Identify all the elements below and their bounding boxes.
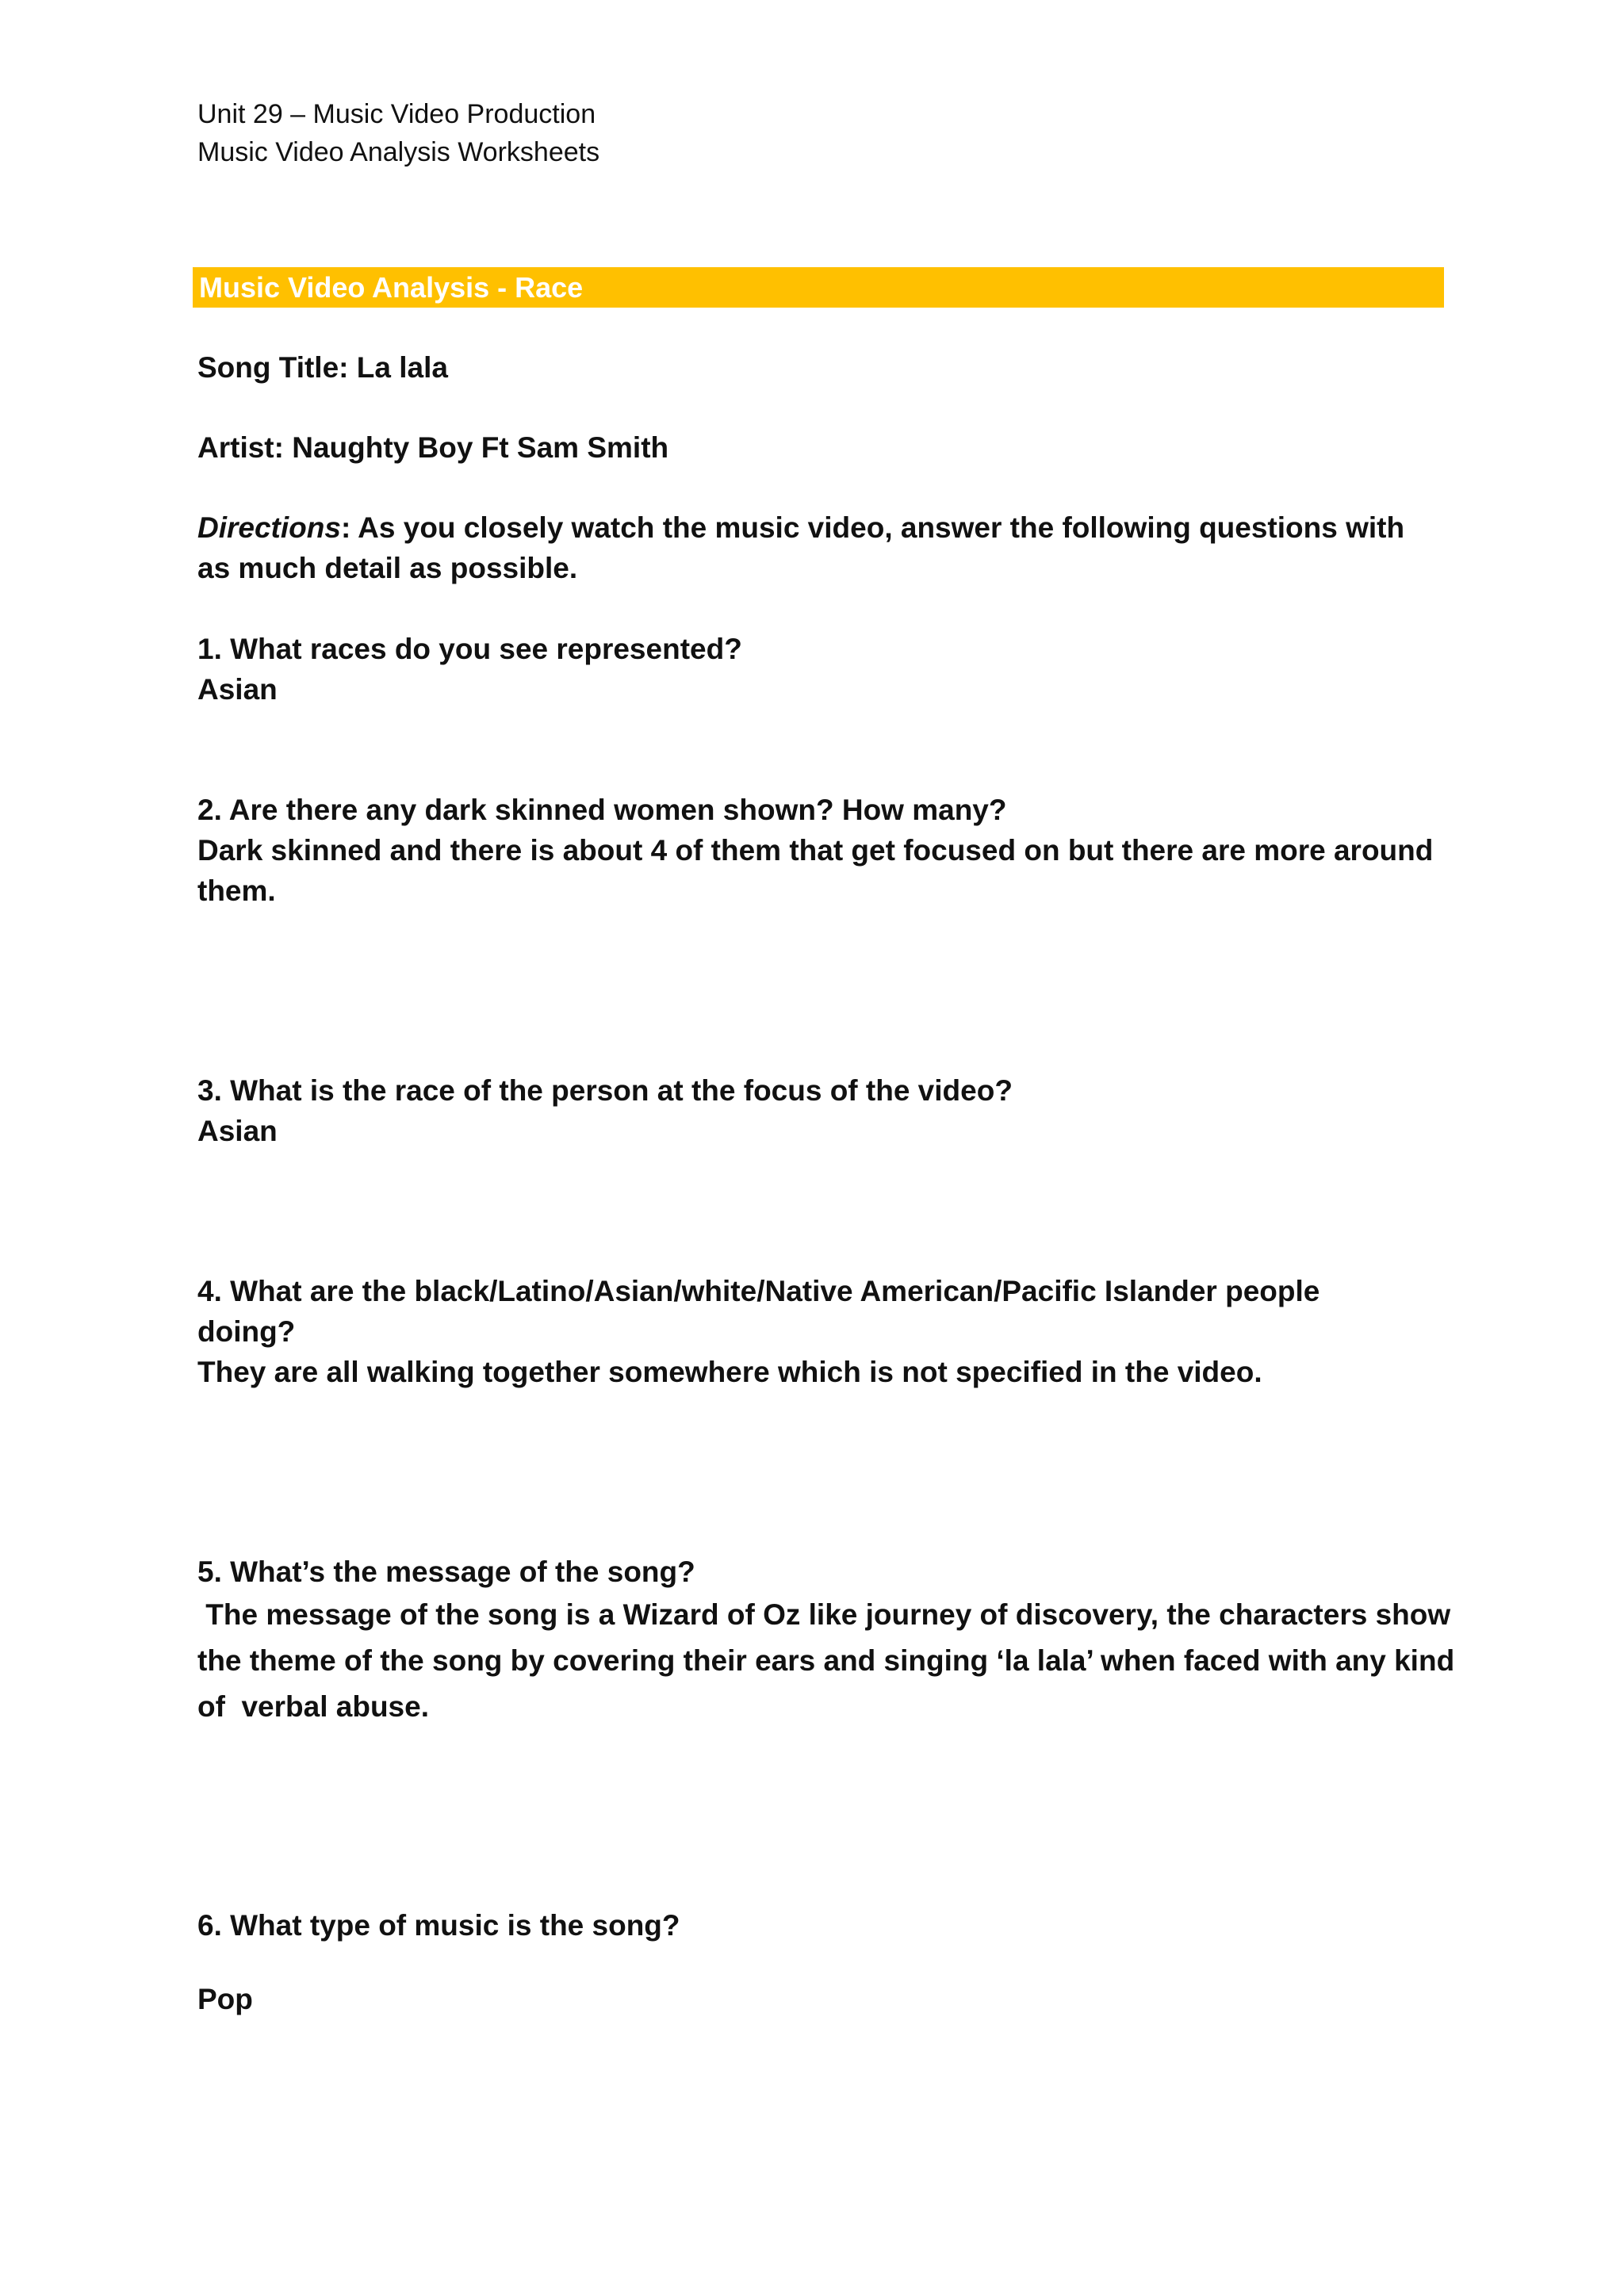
directions-text-line1: : As you closely watch the music video, answer the following questions with	[340, 511, 1405, 544]
question-3	[197, 1070, 1466, 1151]
answer-text-line3: of verbal abuse.	[197, 1690, 429, 1723]
header-worksheet-title: Music Video Analysis Worksheets	[197, 137, 600, 167]
directions-label: Directions	[197, 511, 341, 544]
section-title-bar	[193, 267, 1444, 308]
answer-text: Pop	[197, 1983, 253, 2015]
question-2	[197, 790, 1466, 911]
question-text: 3. What is the race of the person at the focus of the video?	[197, 1074, 1013, 1107]
section-title: Music Video Analysis - Race	[199, 271, 584, 304]
question-text-line1: 4. What are the black/Latino/Asian/white/Native American/Pacific Islander people	[197, 1275, 1320, 1307]
artist-label: Artist:	[197, 431, 293, 464]
question-text: 6. What type of music is the song?	[197, 1909, 680, 1942]
artist-value: Naughty Boy Ft Sam Smith	[292, 431, 669, 464]
answer-text: They are all walking together somewhere which is not specified in the video.	[197, 1356, 1262, 1388]
header-unit-title: Unit 29 – Music Video Production	[197, 99, 596, 129]
song-title-label: Song Title:	[197, 351, 357, 384]
answer-text: Asian	[197, 673, 278, 706]
song-title-value: La lala	[356, 351, 448, 384]
artist-row	[197, 427, 1466, 468]
question-text: 5. What’s the message of the song?	[197, 1556, 695, 1588]
question-6-answer	[197, 1979, 1466, 2019]
directions-text-line2: as much detail as possible.	[197, 552, 578, 584]
answer-text-line2: them.	[197, 874, 276, 907]
answer-text-line2: the theme of the song by covering their ears and singing ‘la lala’ when faced with any kind	[197, 1644, 1455, 1677]
answer-text: Asian	[197, 1115, 278, 1147]
question-6	[197, 1905, 1466, 1946]
song-title-row	[197, 347, 1466, 388]
question-text: 1. What races do you see represented?	[197, 633, 742, 665]
answer-text-line1: Dark skinned and there is about 4 of them that get focused on but there are more around	[197, 834, 1434, 867]
question-text-line2: doing?	[197, 1315, 296, 1348]
document-header	[197, 95, 599, 171]
question-5	[197, 1552, 1466, 1730]
directions	[197, 507, 1466, 588]
answer-text-line1: The message of the song is a Wizard of Oz like journey of discovery, the characters show	[197, 1598, 1451, 1631]
question-1	[197, 629, 1466, 710]
question-text: 2. Are there any dark skinned women shown? How many?	[197, 794, 1007, 826]
question-4	[197, 1271, 1466, 1392]
